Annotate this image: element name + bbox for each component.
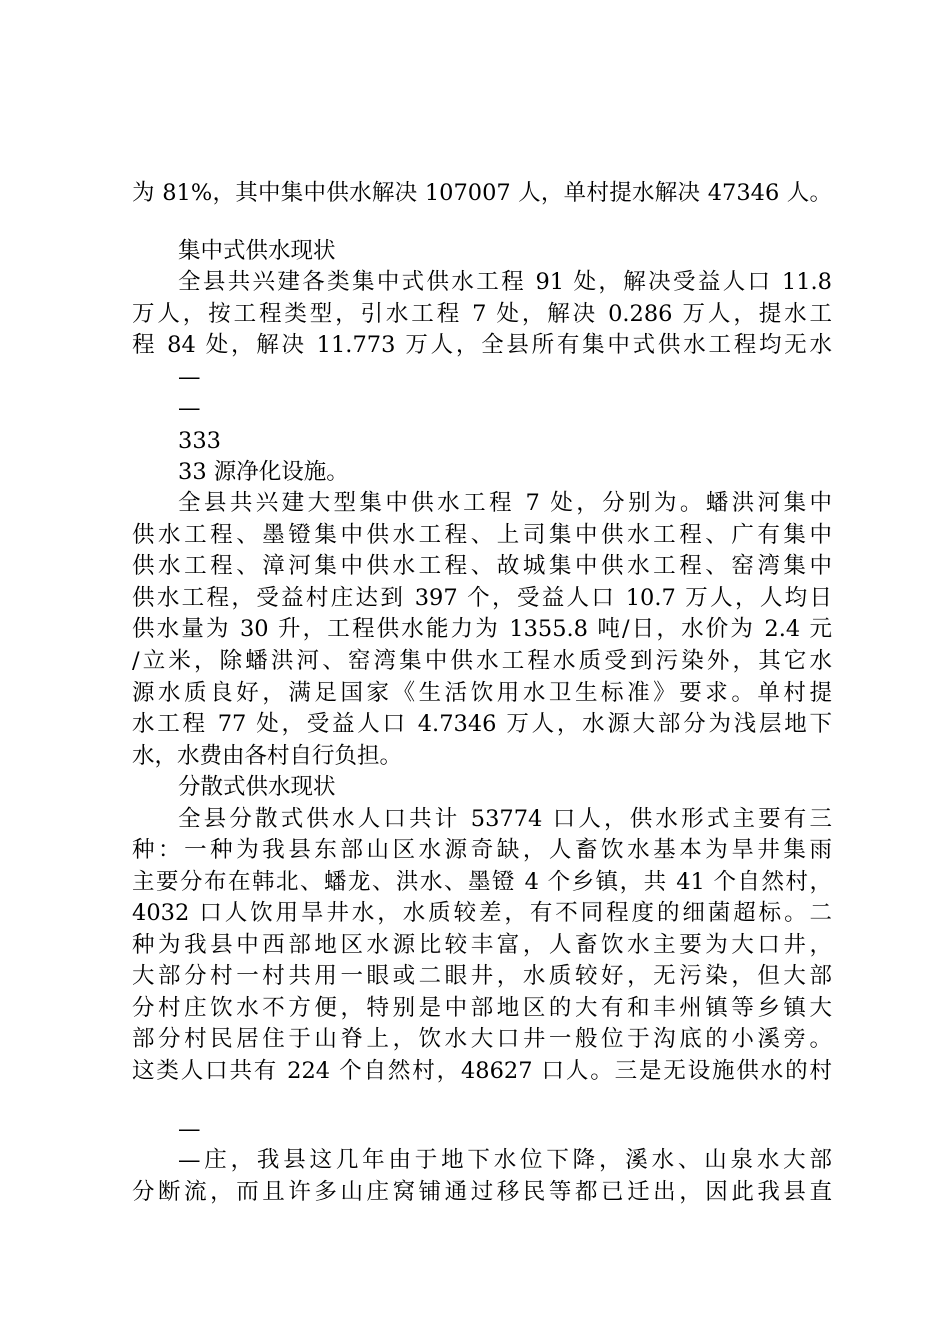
text-line: 供水工程、墨镫集中供水工程、上司集中供水工程、广有集中 [132, 522, 832, 548]
text-line: 这类人口共有 224 个自然村，48627 口人。三是无设施供水的村 [132, 1058, 832, 1084]
text-line: 大部分村一村共用一眼或二眼井，水质较好，无污染，但大部 [132, 963, 832, 989]
text-line: 全县共兴建大型集中供水工程 7 处，分别为。蟠洪河集中 [178, 490, 832, 516]
section-heading: 集中式供水现状 [178, 238, 336, 264]
text-line: 种：一种为我县东部山区水源奇缺，人畜饮水基本为旱井集雨 [132, 837, 832, 863]
text-line: 主要分布在韩北、蟠龙、洪水、墨镫 4 个乡镇，共 41 个自然村， [132, 869, 832, 895]
text-line: 水，水费由各村自行负担。 [132, 743, 403, 769]
text-line: 分村庄饮水不方便，特别是中部地区的大有和丰州镇等乡镇大 [132, 995, 832, 1021]
text-line: /立米，除蟠洪河、窑湾集中供水工程水质受到污染外，其它水 [132, 648, 832, 674]
text-line: 分断流，而且许多山庄窝铺通过移民等都已迁出，因此我县直 [132, 1179, 832, 1205]
text-line: 供水工程、漳河集中供水工程、故城集中供水工程、窑湾集中 [132, 553, 832, 579]
page-number: 333 [178, 428, 221, 454]
text-line: 源水质良好，满足国家《生活饮用水卫生标准》要求。单村提 [132, 680, 832, 706]
text-line: 供水工程，受益村庄达到 397 个，受益人口 10.7 万人，人均日 [132, 585, 832, 611]
text-line: 水工程 77 处，受益人口 4.7346 万人，水源大部分为浅层地下 [132, 711, 832, 737]
text-line: 程 84 处，解决 11.773 万人，全县所有集中式供水工程均无水 [132, 332, 832, 358]
text-line: 全县共兴建各类集中式供水工程 91 处，解决受益人口 11.8 [178, 269, 832, 295]
text-line: 全县分散式供水人口共计 53774 口人，供水形式主要有三 [178, 806, 832, 832]
dash-mark: — [178, 395, 201, 421]
dash-mark: — [178, 1116, 201, 1142]
text-line: 种为我县中西部地区水源比较丰富，人畜饮水主要为大口井， [132, 932, 832, 958]
text-line: 供水量为 30 升，工程供水能力为 1355.8 吨/日，水价为 2.4 元 [132, 616, 832, 642]
text-line: 万人，按工程类型，引水工程 7 处，解决 0.286 万人，提水工 [132, 301, 832, 327]
section-heading: 分散式供水现状 [178, 774, 336, 800]
text-line: 为 81%，其中集中供水解决 107007 人，单村提水解决 47346 人。 [132, 180, 832, 206]
text-line: 部分村民居住于山脊上，饮水大口井一般位于沟底的小溪旁。 [132, 1026, 832, 1052]
text-line: 4032 口人饮用旱井水，水质较差，有不同程度的细菌超标。二 [132, 900, 832, 926]
text-line: —庄，我县这几年由于地下水位下降，溪水、山泉水大部 [178, 1147, 832, 1173]
dash-mark: — [178, 364, 201, 390]
text-line: 33 源净化设施。 [178, 459, 349, 485]
